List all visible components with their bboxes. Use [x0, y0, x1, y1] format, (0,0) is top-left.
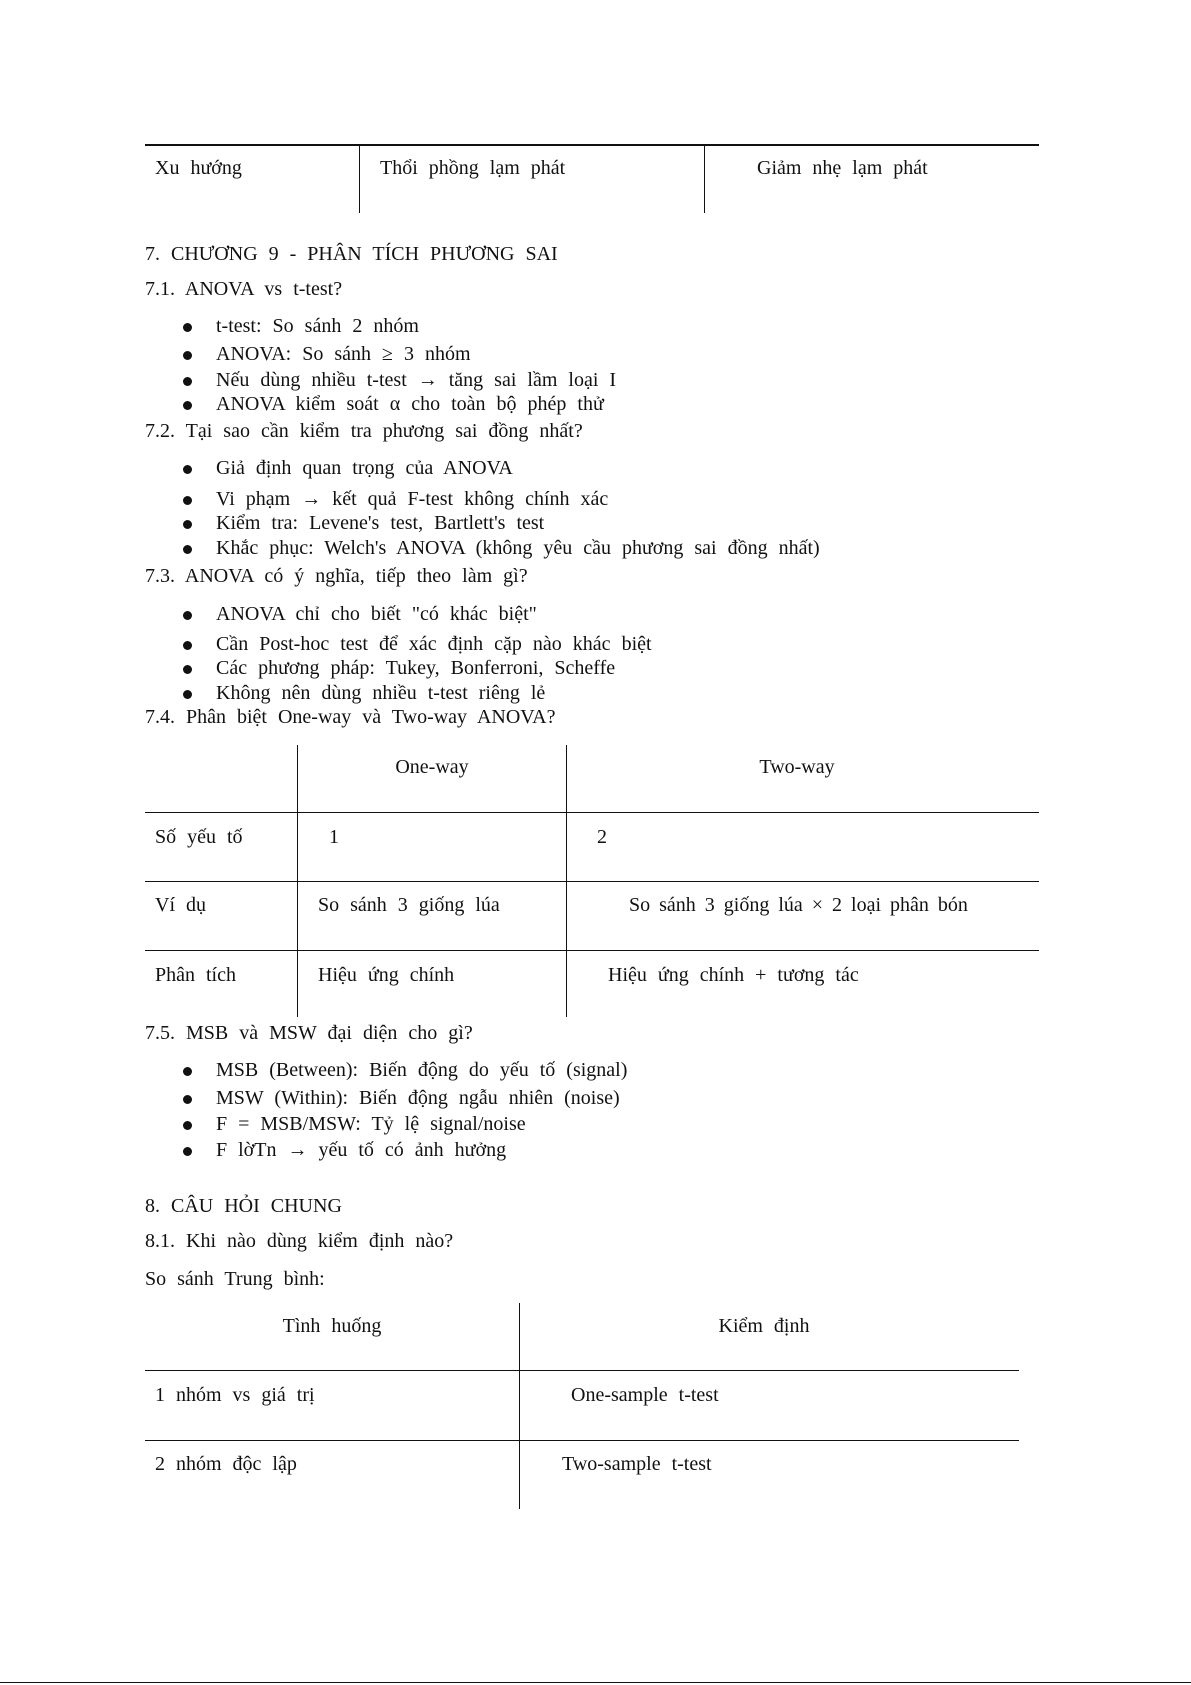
table-cell: Thổi phồng lạm phát [380, 157, 566, 179]
bullet-dot [183, 1095, 192, 1104]
question-heading: 7.4. Phân biệt One-way và Two-way ANOVA? [145, 706, 556, 728]
bullet-dot [183, 641, 192, 650]
list-item: MSB (Between): Biến động do yếu tố (signal) [216, 1059, 628, 1081]
list-item: Vi phạm → kết quả F-test không chính xác [216, 488, 609, 510]
bullet-dot [183, 401, 192, 410]
table-cell: 1 [329, 826, 339, 848]
bullet-dot [183, 611, 192, 620]
bullet-dot [183, 690, 192, 699]
question-heading: 7.1. ANOVA vs t-test? [145, 278, 343, 300]
list-item: Khắc phục: Welch's ANOVA (không yêu cầu phương sai đồng nhất) [216, 537, 820, 559]
bullet-dot [183, 351, 192, 360]
table-divider [359, 145, 360, 213]
list-item: Cần Post-hoc test để xác định cặp nào khác biệt [216, 633, 652, 655]
bullet-dot [183, 1067, 192, 1076]
question-heading: 7.3. ANOVA có ý nghĩa, tiếp theo làm gì? [145, 565, 528, 587]
table-top-border [145, 144, 1039, 146]
sub-heading: So sánh Trung bình: [145, 1268, 325, 1290]
table-row-border [145, 950, 1039, 951]
list-item: ANOVA: So sánh ≥ 3 nhóm [216, 343, 471, 365]
table-cell: Số yếu tố [155, 826, 243, 848]
table-row-border [145, 881, 1039, 882]
table-header: Tình huống [282, 1315, 382, 1337]
list-item: ANOVA kiểm soát α cho toàn bộ phép thử [216, 393, 604, 415]
table-cell: Two-sample t-test [562, 1453, 712, 1475]
table-cell: So sánh 3 giống lúa × 2 loại phân bón [629, 894, 968, 916]
table-header: Kiểm định [718, 1315, 810, 1337]
table-row-border [145, 1370, 1019, 1371]
list-item: ANOVA chỉ cho biết "có khác biệt" [216, 603, 537, 625]
bullet-dot [183, 520, 192, 529]
bullet-dot [183, 496, 192, 505]
table-divider [704, 145, 705, 213]
table-cell: Ví dụ [155, 894, 206, 916]
table-cell: Hiệu ứng chính [318, 964, 455, 986]
bullet-dot [183, 1121, 192, 1130]
bullet-dot [183, 665, 192, 674]
bullet-dot [183, 465, 192, 474]
section-heading: 7. CHƯƠNG 9 - PHÂN TÍCH PHƯƠNG SAI [145, 243, 558, 265]
page-bottom-border [0, 1682, 1191, 1683]
bullet-dot [183, 323, 192, 332]
list-item: Nếu dùng nhiều t-test → tăng sai lầm loại I [216, 369, 617, 391]
list-item: Các phương pháp: Tukey, Bonferroni, Scheffe [216, 657, 616, 679]
table-cell: 2 [597, 826, 607, 848]
table-cell: Phân tích [155, 964, 236, 986]
table-header: One-way [395, 756, 469, 778]
list-item: Giả định quan trọng của ANOVA [216, 457, 513, 479]
table-cell: Hiệu ứng chính + tương tác [608, 964, 859, 986]
table-cell: Xu hướng [155, 157, 242, 179]
table-header: Two-way [759, 756, 835, 778]
bullet-dot [183, 377, 192, 386]
list-item: Không nên dùng nhiều t-test riêng lẻ [216, 682, 546, 704]
table-cell: 1 nhóm vs giá trị [155, 1384, 315, 1406]
table-cell: One-sample t-test [571, 1384, 719, 1406]
table-cell: Giảm nhẹ lạm phát [757, 157, 928, 179]
list-item: F lờTn → yếu tố có ảnh hưởng [216, 1139, 507, 1161]
question-heading: 7.2. Tại sao cần kiểm tra phương sai đồng nhất? [145, 420, 583, 442]
table-cell: So sánh 3 giống lúa [318, 894, 500, 916]
question-heading: 7.5. MSB và MSW đại diện cho gì? [145, 1022, 473, 1044]
question-heading: 8.1. Khi nào dùng kiểm định nào? [145, 1230, 454, 1252]
table-row-border [145, 812, 1039, 813]
bullet-dot [183, 545, 192, 554]
bullet-dot [183, 1147, 192, 1156]
list-item: Kiểm tra: Levene's test, Bartlett's test [216, 512, 545, 534]
table-row-border [145, 1440, 1019, 1441]
list-item: F = MSB/MSW: Tỷ lệ signal/noise [216, 1113, 526, 1135]
table-cell: 2 nhóm độc lập [155, 1453, 297, 1475]
list-item: t-test: So sánh 2 nhóm [216, 315, 419, 337]
section-heading: 8. CÂU HỎI CHUNG [145, 1195, 342, 1217]
list-item: MSW (Within): Biến động ngẫu nhiên (noise) [216, 1087, 620, 1109]
